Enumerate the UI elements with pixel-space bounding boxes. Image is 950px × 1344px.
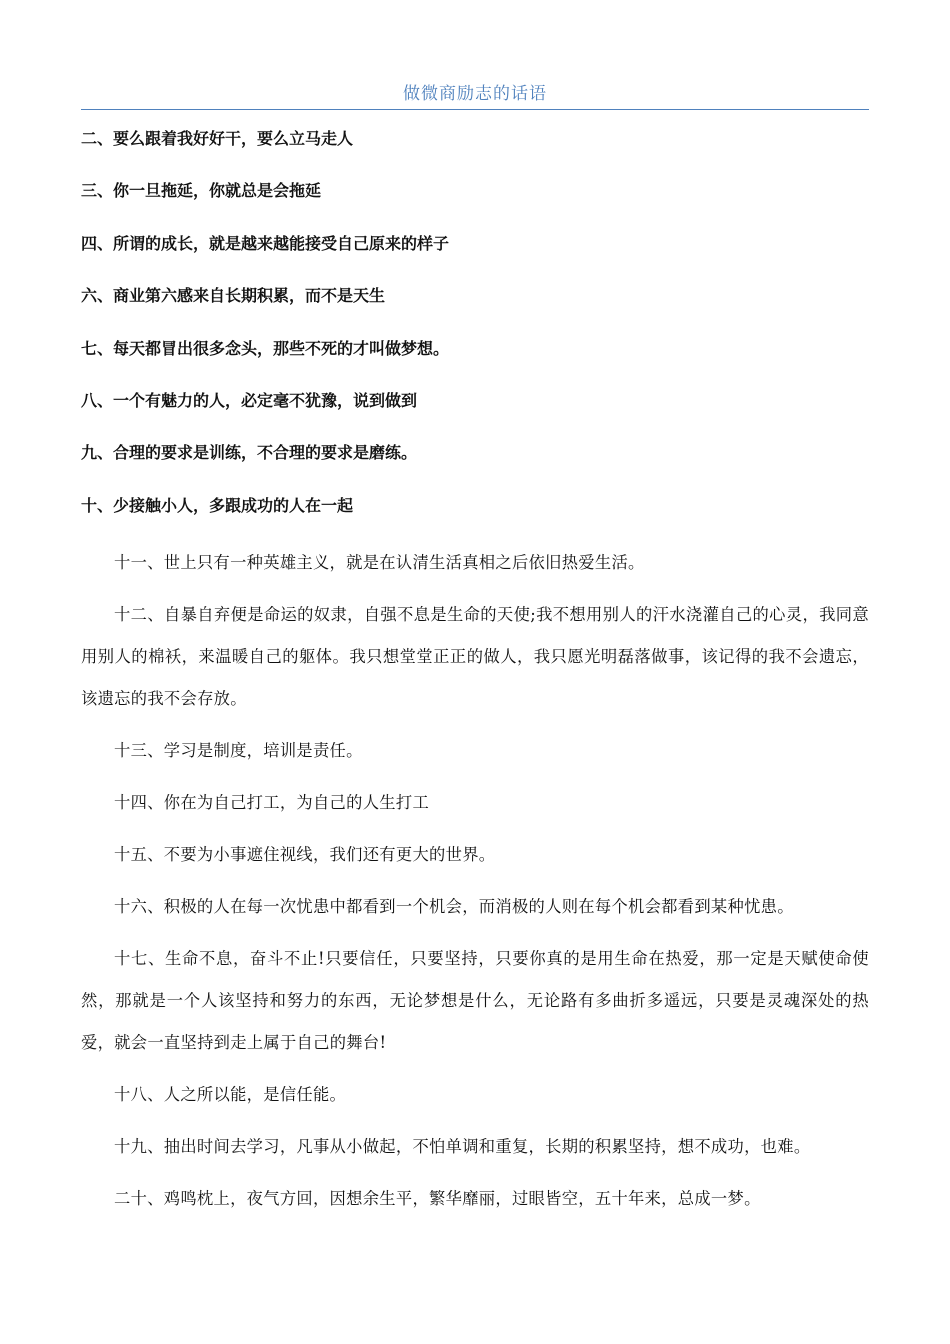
page-header (81, 80, 869, 110)
paragraph: 十四、你在为自己打工，为自己的人生打工 (114, 793, 430, 813)
bold-item: 二、要么跟着我好好干，要么立马走人 (81, 129, 354, 148)
paragraph: 十八、人之所以能，是信任能。 (114, 1085, 347, 1105)
paragraph: 十九、抽出时间去学习，凡事从小做起，不怕单调和重复，长期的积累坚持，想不成功，也难。 (114, 1137, 811, 1157)
paragraph: 十三、学习是制度，培训是责任。 (114, 741, 363, 761)
paragraph: 十六、积极的人在每一次忧患中都看到一个机会，而消极的人则在每个机会都看到某种忧患。 (114, 897, 794, 917)
paragraph: 十七、生命不息，奋斗不止!只要信任，只要坚持，只要你真的是用生命在热爱，那一定是天赋使命使然，那就是一个人该坚持和努力的东西，无论梦想是什么，无论路有多曲折多遥远，只要是灵魂深处的热爱，就会一直坚持到走上属于自己的舞台! (81, 949, 869, 1053)
header-title: 做微商励志的话语 (403, 84, 547, 104)
bold-item: 九、合理的要求是训练，不合理的要求是磨练。 (81, 443, 418, 463)
document-body (81, 123, 869, 1230)
bold-item: 三、你一旦拖延，你就总是会拖延 (81, 181, 322, 201)
bold-item: 六、商业第六感来自长期积累，而不是天生 (81, 286, 386, 306)
bold-item: 十、少接触小人，多跟成功的人在一起 (81, 495, 354, 515)
paragraph: 十五、不要为小事遮住视线，我们还有更大的世界。 (114, 845, 496, 865)
paragraph: 十一、世上只有一种英雄主义，就是在认清生活真相之后依旧热爱生活。 (114, 553, 645, 573)
paragraph: 十二、自暴自弃便是命运的奴隶，自强不息是生命的天使;我不想用别人的汗水浇灌自己的心灵，我同意用别人的棉袄，来温暖自己的躯体。我只想堂堂正正的做人，我只愿光明磊落做事，该记得的我不会遗忘，该遗忘的我不会存放。 (81, 605, 869, 709)
paragraph: 二十、鸡鸣枕上，夜气方回，因想余生平，繁华靡丽，过眼皆空，五十年来，总成一梦。 (114, 1189, 761, 1209)
bold-item: 八、一个有魅力的人，必定毫不犹豫，说到做到 (81, 390, 418, 410)
bold-item: 四、所谓的成长，就是越来越能接受自己原来的样子 (81, 233, 450, 253)
bold-item: 七、每天都冒出很多念头，那些不死的才叫做梦想。 (81, 338, 450, 358)
